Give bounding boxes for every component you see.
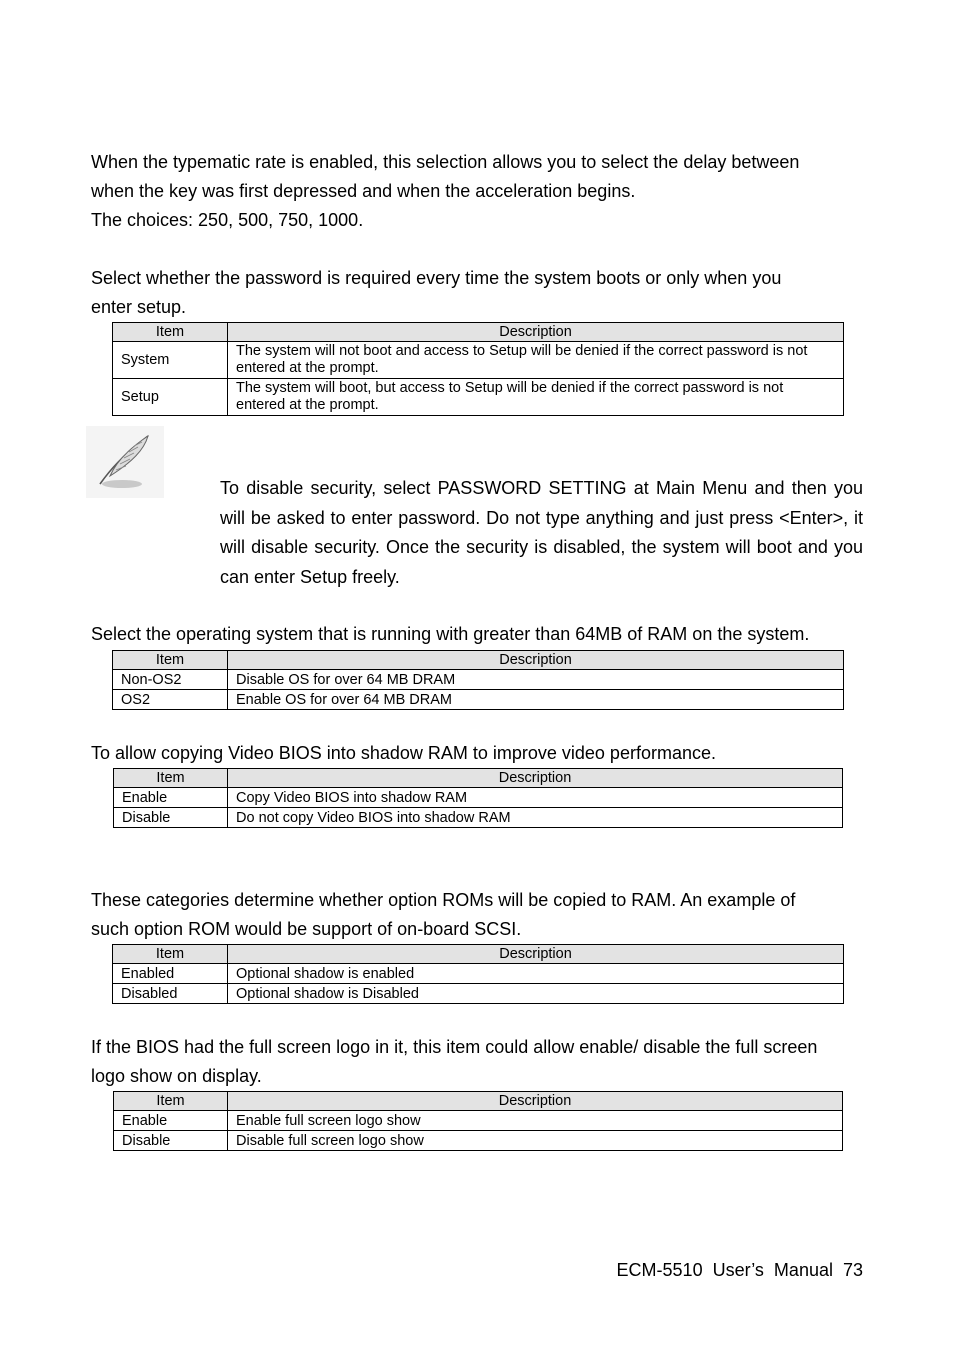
description-cell: The system will not boot and access to Setup will be denied if the correct password is not entered at the prompt. xyxy=(228,342,844,379)
column-header-description: Description xyxy=(228,323,844,342)
video-bios-shadow-table xyxy=(113,768,843,828)
item-cell: Disable xyxy=(114,1131,228,1151)
column-header-item: Item xyxy=(113,323,228,342)
description-cell: Optional shadow is Disabled xyxy=(228,984,844,1004)
column-header-description: Description xyxy=(228,1092,843,1111)
item-cell: Enable xyxy=(114,788,228,808)
text-line: logo show on display. xyxy=(91,1066,262,1086)
full-screen-logo-description xyxy=(91,1033,866,1091)
item-cell: Disabled xyxy=(113,984,228,1004)
security-option-table xyxy=(112,322,844,416)
text-line: These categories determine whether option ROMs will be copied to RAM. An example of xyxy=(91,890,796,910)
table-row xyxy=(113,984,844,1004)
table-row xyxy=(113,690,844,710)
table-row xyxy=(114,1131,843,1151)
column-header-item: Item xyxy=(113,945,228,964)
text-line: To allow copying Video BIOS into shadow RAM to improve video performance. xyxy=(91,743,716,763)
column-header-description: Description xyxy=(228,651,844,670)
text-line: enter setup. xyxy=(91,297,187,317)
column-header-item: Item xyxy=(113,651,228,670)
table-header-row xyxy=(114,1092,843,1111)
description-cell: Optional shadow is enabled xyxy=(228,964,844,984)
item-cell: Disable xyxy=(114,808,228,828)
text-line: When the typematic rate is enabled, this selection allows you to select the delay between xyxy=(91,152,800,172)
description-cell: Do not copy Video BIOS into shadow RAM xyxy=(228,808,843,828)
feather-pen-icon xyxy=(86,426,164,498)
table-row xyxy=(114,808,843,828)
column-header-description: Description xyxy=(228,769,843,788)
description-cell: Disable OS for over 64 MB DRAM xyxy=(228,670,844,690)
table-row xyxy=(114,1111,843,1131)
option-rom-shadow-description xyxy=(91,886,866,944)
text-line: If the BIOS had the full screen logo in it, this item could allow enable/ disable the full screen xyxy=(91,1037,818,1057)
video-bios-shadow-description xyxy=(91,739,866,768)
text-line: The choices: 250, 500, 750, 1000. xyxy=(91,210,364,230)
table-row xyxy=(114,788,843,808)
item-cell: Non-OS2 xyxy=(113,670,228,690)
description-cell: Enable OS for over 64 MB DRAM xyxy=(228,690,844,710)
column-header-item: Item xyxy=(114,1092,228,1111)
table-row xyxy=(113,964,844,984)
security-option-description xyxy=(91,264,866,322)
option-rom-shadow-table xyxy=(112,944,844,1004)
description-cell: The system will boot, but access to Setup will be denied if the correct password is not entered at the prompt. xyxy=(228,379,844,416)
item-cell: OS2 xyxy=(113,690,228,710)
full-screen-logo-table xyxy=(113,1091,843,1151)
item-cell: Enabled xyxy=(113,964,228,984)
item-cell: System xyxy=(113,342,228,379)
table-header-row xyxy=(113,651,844,670)
text-line: Select the operating system that is running with greater than 64MB of RAM on the system. xyxy=(91,624,810,644)
description-cell: Copy Video BIOS into shadow RAM xyxy=(228,788,843,808)
typematic-delay-description xyxy=(91,148,866,235)
table-row xyxy=(113,379,844,416)
column-header-item: Item xyxy=(114,769,228,788)
os-memory-description xyxy=(91,620,866,649)
column-header-description: Description xyxy=(228,945,844,964)
text-line: Select whether the password is required every time the system boots or only when you xyxy=(91,268,782,288)
table-header-row xyxy=(113,945,844,964)
page-footer: ECM-5510 User’s Manual 73 xyxy=(616,1260,863,1280)
table-row xyxy=(113,670,844,690)
text-line: when the key was first depressed and when the acceleration begins. xyxy=(91,181,636,201)
description-cell: Enable full screen logo show xyxy=(228,1111,843,1131)
os-memory-table xyxy=(112,650,844,710)
table-header-row xyxy=(114,769,843,788)
text-line: such option ROM would be support of on-board SCSI. xyxy=(91,919,522,939)
item-cell: Enable xyxy=(114,1111,228,1131)
table-row xyxy=(113,342,844,379)
note-text: To disable security, select PASSWORD SETTING at Main Menu and then you will be asked to enter password. Do not type anything and just press <Enter>, it will disable security. Once the security is disabled, the system will boot and you can enter Setup freely. xyxy=(220,478,863,587)
table-header-row xyxy=(113,323,844,342)
description-cell: Disable full screen logo show xyxy=(228,1131,843,1151)
item-cell: Setup xyxy=(113,379,228,416)
